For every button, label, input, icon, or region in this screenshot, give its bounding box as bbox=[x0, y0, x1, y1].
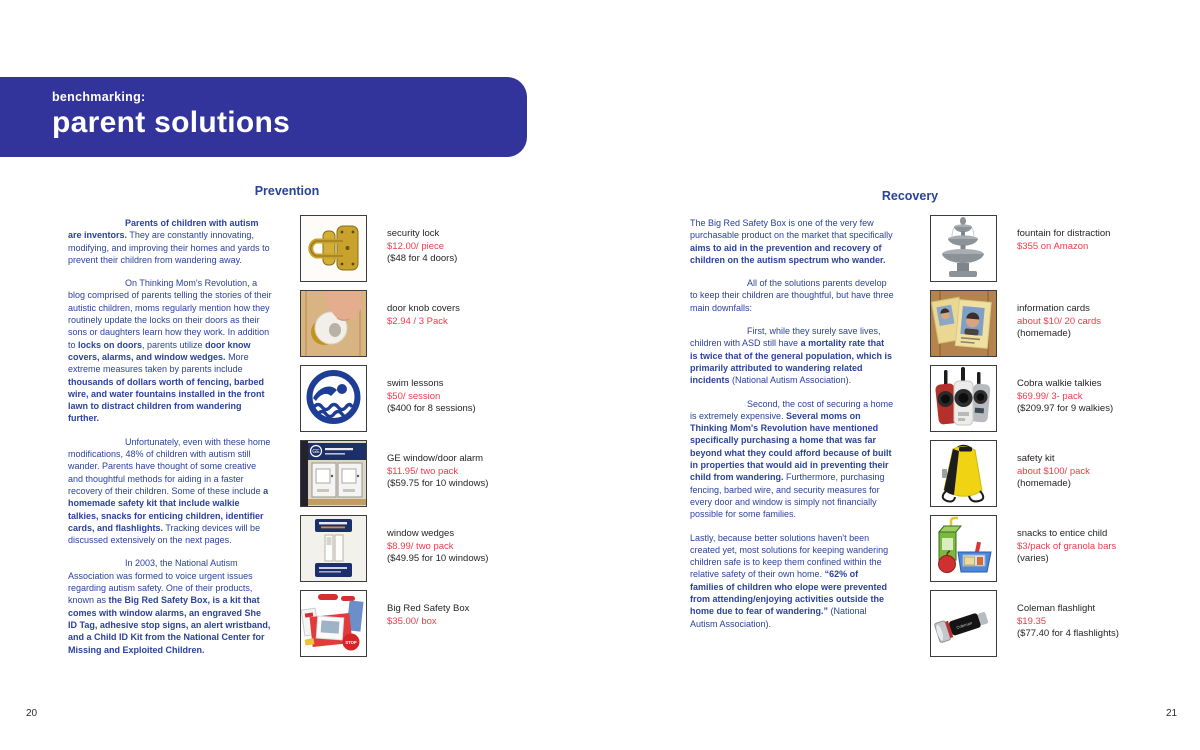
product-note: (varies) bbox=[1017, 553, 1049, 564]
product-name: snacks to entice child bbox=[1017, 528, 1108, 539]
paragraph: All of the solutions parents develop to keep their children are thoughtful, but have three main downfalls: bbox=[690, 278, 894, 313]
product-row bbox=[930, 590, 1119, 657]
walkie-talkie-icon bbox=[931, 366, 996, 431]
paragraph: The Big Red Safety Box is one of the very few purchasable product on the market that specifically aims to aid in the prevention and recovery of children on the autism spectrum who wander. bbox=[690, 218, 893, 265]
snacks-clipart-icon bbox=[931, 516, 996, 581]
snacks-image bbox=[930, 515, 997, 582]
page-number-right: 21 bbox=[1166, 708, 1178, 719]
product-price: about $100/ pack bbox=[1017, 465, 1090, 477]
product-name: window wedges bbox=[387, 528, 455, 539]
prevention-body-text bbox=[68, 217, 272, 667]
product-name: information cards bbox=[1017, 303, 1090, 314]
product-row bbox=[300, 590, 488, 657]
title-banner bbox=[0, 77, 527, 157]
recovery-heading: Recovery bbox=[881, 189, 939, 203]
product-price: $11.95/ two pack bbox=[387, 465, 459, 477]
paragraph: First, while they surely save lives, children with ASD still have a mortality rate that is twice that of the general population, which is primarily attributed to wandering related incidents (National Autism Association). bbox=[690, 326, 893, 386]
paragraph: Second, the cost of securing a home is extremely expensive. Several moms on Thinking Mom's Revolution have mentioned specifically purchasing a home that was far beyond what they could afford because of built in properties that would aid in preventing their child from wandering. Furthermore, purchasing fencing, barbed wire, and security measures for every door and window is simply not financially possible for some families. bbox=[690, 398, 894, 520]
walkie-talkies-image bbox=[930, 365, 997, 432]
product-note: ($400 for 8 sessions) bbox=[387, 403, 476, 414]
product-row bbox=[300, 290, 488, 357]
prevention-product-list bbox=[300, 215, 488, 657]
security-lock-image bbox=[300, 215, 367, 282]
product-note: ($48 for 4 doors) bbox=[387, 253, 458, 264]
product-price: $2.94 / 3 Pack bbox=[387, 315, 448, 327]
product-row bbox=[930, 290, 1119, 357]
paragraph: Unfortunately, even with these home modifications, 48% of children with autism still wander. Parents have thought of some creative and thoughtful methods for aiding in a faster recovery of their children. Some of these include a homemade safety kit that include walkie talkies, snacks for enticing children, identifier cards, and flashlights. Tracking devices will be discussed extensively on the next pages. bbox=[68, 436, 271, 546]
swimmer-icon bbox=[301, 366, 366, 431]
product-price: $50/ session bbox=[387, 390, 441, 402]
product-name: GE window/door alarm bbox=[387, 453, 484, 464]
svg-text:STOP: STOP bbox=[345, 640, 357, 645]
product-row bbox=[930, 365, 1119, 432]
id-cards-icon bbox=[931, 291, 996, 356]
product-price: $35.00/ box bbox=[387, 615, 437, 627]
product-name: door knob covers bbox=[387, 303, 460, 314]
product-note: ($77.40 for 4 flashlights) bbox=[1017, 628, 1119, 639]
banner-eyebrow: benchmarking: bbox=[52, 90, 146, 104]
product-note: ($59.75 for 10 windows) bbox=[387, 478, 489, 489]
product-name: Cobra walkie talkies bbox=[1017, 378, 1102, 389]
product-name: security lock bbox=[387, 228, 440, 239]
product-price: $19.35 bbox=[1017, 615, 1047, 627]
recovery-body-text bbox=[690, 217, 894, 641]
page-number-left: 20 bbox=[26, 708, 38, 719]
product-name: Coleman flashlight bbox=[1017, 603, 1096, 614]
product-price: $69.99/ 3- pack bbox=[1017, 390, 1083, 402]
product-row bbox=[300, 440, 488, 507]
fountain-image bbox=[930, 215, 997, 282]
product-name: fountain for distraction bbox=[1017, 228, 1111, 239]
product-row bbox=[300, 515, 488, 582]
security-lock-icon bbox=[301, 216, 366, 281]
svg-text:GE: GE bbox=[312, 449, 320, 455]
window-alarm-icon bbox=[301, 441, 366, 506]
product-name: swim lessons bbox=[387, 378, 444, 389]
window-wedge-icon bbox=[301, 516, 366, 581]
product-price: $3/pack of granola bars bbox=[1017, 540, 1117, 552]
door-knob-cover-icon bbox=[301, 291, 366, 356]
window-door-alarm-image bbox=[300, 440, 367, 507]
paragraph: Parents of children with autism are inventors. They are constantly innovating, modifying, and improving their homes and yards to prevent their children from wandering away. bbox=[68, 218, 270, 265]
product-note: (homemade) bbox=[1017, 478, 1071, 489]
page-title: parent solutions bbox=[52, 106, 291, 139]
product-row bbox=[930, 515, 1119, 582]
flashlight-icon bbox=[931, 591, 996, 656]
garden-fountain-icon bbox=[931, 216, 996, 281]
product-name: Big Red Safety Box bbox=[387, 603, 470, 614]
paragraph: In 2003, the National Autism Association was formed to voice urgent issues regarding autism safety. One of their products, known as the Big Red Safety Box, is a kit that comes with window alarms, an engraved She ID Tag, adhesive stop signs, an alert wristband, and a Child ID Kit from the National Center for Missing and Exploited Children. bbox=[68, 558, 271, 655]
door-knob-cover-image bbox=[300, 290, 367, 357]
recovery-product-list bbox=[930, 215, 1119, 657]
safety-kit-image bbox=[930, 440, 997, 507]
product-price: $12.00/ piece bbox=[387, 240, 445, 252]
paragraph: On Thinking Mom's Revolution, a blog comprised of parents telling the stories of their autistic children, moms regularly mention how they routinely update the locks on their doors as their sons or daughters learn how they work. In addition to locks on doors, parents utilize door know covers, alarms, and window wedges. More extreme measures taken by parents include thousands of dollars worth of fencing, barbed wire, and water fountains installed in the front lawn to distract children from wandering further. bbox=[68, 278, 272, 424]
svg-text:Coleman: Coleman bbox=[955, 620, 973, 631]
drawstring-bag-icon bbox=[931, 441, 996, 506]
product-row bbox=[300, 365, 488, 432]
paragraph: Lastly, because better solutions haven't been created yet, most solutions for keeping wandering children safe is to keep them confined within the relative safety of their own home. “62% of families of children who elope were prevented from attending/enjoying activities outside the home due to fear of wandering.” (National Autism Association). bbox=[690, 532, 889, 629]
prevention-heading: Prevention bbox=[254, 184, 320, 198]
product-price: $8.99/ two pack bbox=[387, 540, 454, 552]
flashlight-image bbox=[930, 590, 997, 657]
swim-lessons-image bbox=[300, 365, 367, 432]
product-row bbox=[300, 215, 488, 282]
product-row bbox=[930, 215, 1119, 282]
product-name: safety kit bbox=[1017, 453, 1055, 464]
safety-box-kit-icon bbox=[301, 591, 366, 656]
product-note: ($49.95 for 10 windows) bbox=[387, 553, 489, 564]
window-wedge-image bbox=[300, 515, 367, 582]
product-row bbox=[930, 440, 1119, 507]
product-price: about $10/ 20 cards bbox=[1017, 315, 1101, 327]
product-note: (homemade) bbox=[1017, 328, 1071, 339]
product-note: ($209.97 for 9 walkies) bbox=[1017, 403, 1114, 414]
big-red-safety-box-image bbox=[300, 590, 367, 657]
product-price: $355 on Amazon bbox=[1017, 240, 1089, 252]
information-cards-image bbox=[930, 290, 997, 357]
